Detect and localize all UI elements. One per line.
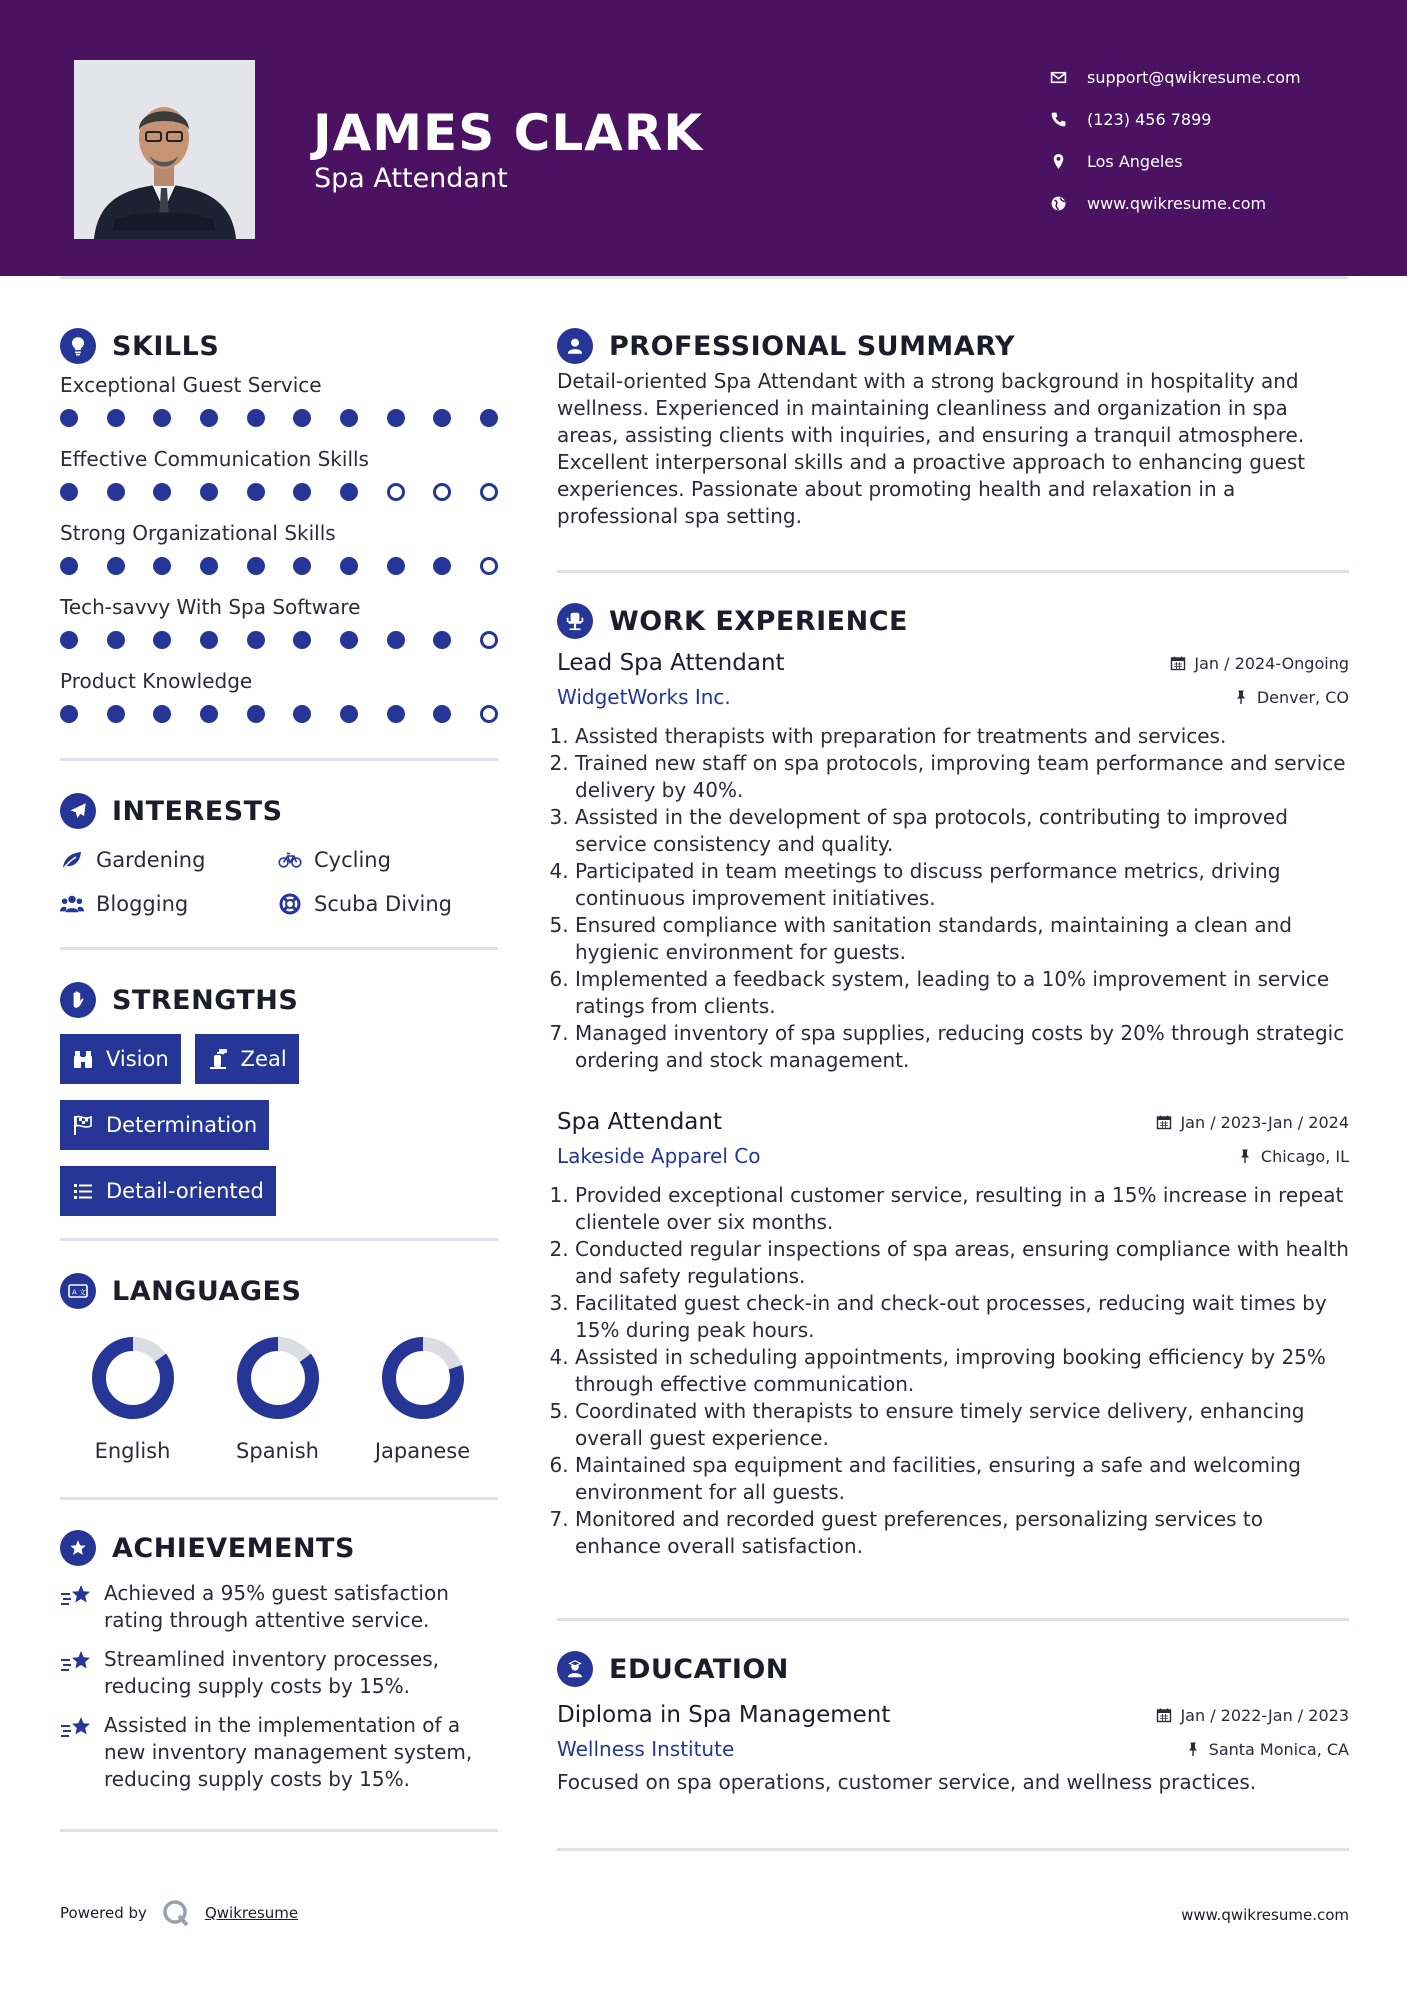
duty-item: 7. Monitored and recorded guest preferences, personalizing services to enhance overall satisfaction. <box>575 1506 1349 1560</box>
job-dates-text: Jan / 2024-Ongoing <box>1194 653 1349 673</box>
phone-icon <box>1050 111 1067 128</box>
strength-badge <box>60 1100 269 1150</box>
person-portrait-icon <box>74 60 255 239</box>
duty-item: 7. Managed inventory of spa supplies, reducing costs by 20% through strategic ordering and stock management. <box>575 1020 1349 1074</box>
qwikresume-logo-icon <box>161 1898 191 1928</box>
experience-title: WORK EXPERIENCE <box>609 605 908 637</box>
strengths-heading <box>60 978 498 1022</box>
section-divider <box>557 1848 1349 1851</box>
duty-item: 4. Participated in team meetings to discuss performance metrics, driving continuous improvement initiatives. <box>575 858 1349 912</box>
paper-plane-icon <box>60 793 96 829</box>
rating-dot-filled <box>153 409 171 427</box>
section-divider <box>60 758 498 761</box>
rating-dot-empty <box>480 631 498 649</box>
job-title: Lead Spa Attendant <box>557 650 785 676</box>
language-donut <box>235 1335 321 1421</box>
summary-text: Detail-oriented Spa Attendant with a strong background in hospitality and wellness. Experienced in maintaining cleanliness and organization in spa areas, assisting clients with inquiries, and ensuring a tranquil atmosphere. Excellent interpersonal skills and a proactive approach to enhancing guest experiences. Passionate about promoting health and relaxation in a professional spa setting. <box>557 369 1306 528</box>
rating-dot-filled <box>153 705 171 723</box>
company-name: WidgetWorks Inc. <box>557 685 731 709</box>
achievement-text: Assisted in the implementation of a new inventory management system, reducing supply costs by 15%. <box>104 1713 473 1791</box>
map-pin-icon <box>1050 153 1067 170</box>
interest-label: Blogging <box>96 892 189 916</box>
skill-rating <box>60 622 498 666</box>
duty-item: 2. Conducted regular inspections of spa areas, ensuring compliance with health and safety regulations. <box>575 1236 1349 1290</box>
interest-label: Cycling <box>314 848 391 872</box>
interests-heading <box>60 789 498 833</box>
job-location <box>1233 688 1349 707</box>
calendar-icon <box>1156 1707 1172 1723</box>
rating-dot-filled <box>60 705 78 723</box>
achievement-item <box>60 1646 498 1700</box>
rating-dot-filled <box>433 557 451 575</box>
strength-label: Detail-oriented <box>106 1179 264 1203</box>
languages-list <box>60 1335 498 1463</box>
section-divider <box>60 947 498 950</box>
flag-checkered-icon <box>72 1114 94 1136</box>
rating-dot-filled <box>247 631 265 649</box>
contact-email-text: support@qwikresume.com <box>1087 67 1301 87</box>
svg-text:A: A <box>72 1288 77 1297</box>
shooting-star-icon <box>60 1714 94 1742</box>
job-location-text: Chicago, IL <box>1260 1146 1349 1166</box>
achievements-title: ACHIEVEMENTS <box>112 1532 355 1564</box>
rating-dot-filled <box>60 409 78 427</box>
summary-heading <box>557 324 1349 368</box>
language-item <box>60 1335 205 1463</box>
rating-dot-filled <box>200 409 218 427</box>
language-name: Japanese <box>374 1439 471 1463</box>
job-location-text: Denver, CO <box>1256 687 1349 707</box>
job-location <box>1237 1147 1349 1166</box>
duty-item: 6. Maintained spa equipment and facilities, ensuring a safe and welcoming environment for all guests. <box>575 1452 1349 1506</box>
rating-dot-filled <box>247 557 265 575</box>
achievement-item <box>60 1712 498 1793</box>
languages-title: LANGUAGES <box>112 1275 302 1307</box>
company-name: Lakeside Apparel Co <box>557 1144 761 1168</box>
header-divider <box>60 276 1348 279</box>
achievement-text: Achieved a 95% guest satisfaction rating through attentive service. <box>104 1581 449 1632</box>
contact-phone[interactable] <box>1050 98 1301 140</box>
rating-dot-filled <box>107 557 125 575</box>
contact-email[interactable] <box>1050 56 1301 98</box>
section-divider <box>60 1497 498 1500</box>
language-name: English <box>94 1439 171 1463</box>
achievement-item <box>60 1580 498 1634</box>
rating-dot-filled <box>200 705 218 723</box>
shooting-star-icon <box>60 1582 94 1610</box>
languages-heading <box>60 1269 498 1313</box>
star-badge-icon <box>60 1530 96 1566</box>
education-description: Focused on spa operations, customer service, and wellness practices. <box>557 1770 1257 1794</box>
rating-dot-filled <box>107 409 125 427</box>
duty-item: 6. Implemented a feedback system, leading to a 10% improvement in service ratings from clients. <box>575 966 1349 1020</box>
skills-heading <box>60 324 498 368</box>
summary-title: PROFESSIONAL SUMMARY <box>609 330 1016 362</box>
experience-heading <box>557 599 1349 643</box>
duty-item: 1. Assisted therapists with preparation for treatments and services. <box>575 723 1349 750</box>
strengths-title: STRENGTHS <box>112 984 299 1016</box>
skill-rating <box>60 474 498 518</box>
calendar-icon <box>1170 655 1186 671</box>
footer-website[interactable]: www.qwikresume.com <box>1181 1906 1349 1924</box>
pushpin-icon <box>1237 1148 1253 1164</box>
rating-dot-filled <box>247 705 265 723</box>
rating-dot-filled <box>153 631 171 649</box>
skill-name: Tech-savvy With Spa Software <box>60 595 361 619</box>
job-dates <box>1156 1113 1349 1132</box>
interest-label: Gardening <box>96 848 206 872</box>
interest-label: Scuba Diving <box>314 892 452 916</box>
education-location <box>1185 1740 1349 1759</box>
job-entry <box>557 645 1349 1074</box>
rating-dot-filled <box>340 631 358 649</box>
duty-item: 5. Coordinated with therapists to ensure timely service delivery, enhancing overall guest experience. <box>575 1398 1349 1452</box>
job-title: Spa Attendant <box>557 1109 722 1135</box>
rating-dot-filled <box>60 557 78 575</box>
skills-title: SKILLS <box>112 330 220 362</box>
interests-list <box>60 845 498 919</box>
job-duties <box>557 723 1349 1074</box>
calendar-icon <box>1156 1114 1172 1130</box>
candidate-name: JAMES CLARK <box>313 104 704 162</box>
envelope-icon <box>1050 69 1067 86</box>
contact-location <box>1050 140 1301 182</box>
powered-by-text: Powered by <box>60 1904 147 1922</box>
education-location-text: Santa Monica, CA <box>1208 1739 1349 1759</box>
achievement-text: Streamlined inventory processes, reducing supply costs by 15%. <box>104 1647 439 1698</box>
globe-icon <box>1050 195 1067 212</box>
skill-name: Strong Organizational Skills <box>60 521 336 545</box>
education-head <box>557 1697 1349 1733</box>
rating-dot-filled <box>200 483 218 501</box>
rating-dot-filled <box>107 631 125 649</box>
job-duties <box>557 1182 1349 1560</box>
user-icon <box>557 328 593 364</box>
rating-dot-filled <box>340 557 358 575</box>
rating-dot-filled <box>293 631 311 649</box>
fire-extinguisher-icon <box>207 1048 229 1070</box>
right-column <box>557 300 1349 1851</box>
rating-dot-filled <box>433 705 451 723</box>
language-donut <box>380 1335 466 1421</box>
rating-dot-empty <box>480 483 498 501</box>
binoculars-icon <box>72 1048 94 1070</box>
interests-title: INTERESTS <box>112 795 283 827</box>
rating-dot-filled <box>433 409 451 427</box>
rating-dot-filled <box>293 409 311 427</box>
duty-item: 4. Assisted in scheduling appointments, improving booking efficiency by 25% through effective communication. <box>575 1344 1349 1398</box>
language-donut <box>90 1335 176 1421</box>
leaf-icon <box>60 849 84 871</box>
skill-rating <box>60 696 498 740</box>
strengths-list <box>60 1034 498 1216</box>
duty-item: 1. Provided exceptional customer service, resulting in a 15% increase in repeat clientele over six months. <box>575 1182 1349 1236</box>
section-divider <box>60 1238 498 1241</box>
duty-item: 3. Facilitated guest check-in and check-out processes, reducing wait times by 15% during peak hours. <box>575 1290 1349 1344</box>
footer-powered-by <box>60 1898 298 1928</box>
achievements-heading <box>60 1526 498 1570</box>
rating-dot-filled <box>340 409 358 427</box>
svg-text:文: 文 <box>79 1288 86 1297</box>
rating-dot-filled <box>480 409 498 427</box>
job-dates <box>1170 654 1349 673</box>
school-name: Wellness Institute <box>557 1737 735 1761</box>
interest-item <box>278 889 498 919</box>
language-item <box>205 1335 350 1463</box>
rating-dot-filled <box>60 483 78 501</box>
contact-list <box>1050 56 1301 224</box>
job-entry <box>557 1104 1349 1560</box>
rating-dot-filled <box>60 631 78 649</box>
strength-label: Vision <box>106 1047 169 1071</box>
job-dates-text: Jan / 2023-Jan / 2024 <box>1180 1112 1349 1132</box>
rating-dot-empty <box>480 705 498 723</box>
graduate-icon <box>557 1651 593 1687</box>
contact-website-text: www.qwikresume.com <box>1087 193 1267 213</box>
rating-dot-filled <box>387 557 405 575</box>
brand-link[interactable]: Qwikresume <box>204 1904 299 1922</box>
skill-rating <box>60 548 498 592</box>
skill-rating <box>60 400 498 444</box>
rating-dot-empty <box>387 483 405 501</box>
language-name: Spanish <box>236 1439 319 1463</box>
rating-dot-filled <box>153 557 171 575</box>
interest-item <box>60 845 278 875</box>
rating-dot-filled <box>107 483 125 501</box>
rating-dot-filled <box>107 705 125 723</box>
users-icon <box>60 893 84 915</box>
rating-dot-filled <box>293 705 311 723</box>
section-divider <box>557 1618 1349 1621</box>
bicycle-icon <box>278 849 302 871</box>
duty-item: 5. Ensured compliance with sanitation standards, maintaining a clean and hygienic environment for guests. <box>575 912 1349 966</box>
left-column <box>60 300 498 1832</box>
candidate-title: Spa Attendant <box>314 163 508 194</box>
skill-name: Effective Communication Skills <box>60 447 369 471</box>
list-icon <box>72 1180 94 1202</box>
jobs-list <box>557 645 1349 1560</box>
section-divider <box>60 1829 498 1832</box>
strength-badge <box>195 1034 299 1084</box>
profile-photo <box>74 60 255 239</box>
strength-label: Zeal <box>240 1047 287 1071</box>
education-dates <box>1156 1706 1349 1725</box>
contact-location-text: Los Angeles <box>1087 151 1183 171</box>
contact-phone-text: (123) 456 7899 <box>1087 109 1212 129</box>
skills-list <box>60 370 498 740</box>
rating-dot-empty <box>480 557 498 575</box>
strength-badge <box>60 1034 181 1084</box>
life-ring-icon <box>278 893 302 915</box>
achievements-list <box>60 1580 498 1793</box>
duty-item: 2. Trained new staff on spa protocols, improving team performance and service delivery by 40%. <box>575 750 1349 804</box>
duty-item: 3. Assisted in the development of spa protocols, contributing to improved service consistency and quality. <box>575 804 1349 858</box>
hand-icon <box>60 982 96 1018</box>
language-item <box>350 1335 495 1463</box>
rating-dot-filled <box>153 483 171 501</box>
language-icon <box>60 1273 96 1309</box>
rating-dot-filled <box>200 631 218 649</box>
education-sub <box>557 1733 1349 1765</box>
strength-badge <box>60 1166 276 1216</box>
rating-dot-filled <box>433 631 451 649</box>
rating-dot-filled <box>247 409 265 427</box>
contact-website[interactable] <box>1050 182 1301 224</box>
rating-dot-filled <box>387 631 405 649</box>
interest-item <box>278 845 498 875</box>
skill-name: Exceptional Guest Service <box>60 373 322 397</box>
resume-header <box>0 0 1407 276</box>
section-divider <box>557 570 1349 573</box>
lightbulb-icon <box>60 328 96 364</box>
pushpin-icon <box>1185 1741 1201 1757</box>
rating-dot-filled <box>387 705 405 723</box>
interest-item <box>60 889 278 919</box>
rating-dot-filled <box>340 483 358 501</box>
pushpin-icon <box>1233 689 1249 705</box>
rating-dot-filled <box>340 705 358 723</box>
education-heading <box>557 1647 1349 1691</box>
shooting-star-icon <box>60 1648 94 1676</box>
office-chair-icon <box>557 603 593 639</box>
rating-dot-filled <box>200 557 218 575</box>
education-dates-text: Jan / 2022-Jan / 2023 <box>1180 1705 1349 1725</box>
education-title: EDUCATION <box>609 1653 789 1685</box>
rating-dot-filled <box>387 409 405 427</box>
strength-label: Determination <box>106 1113 258 1137</box>
rating-dot-empty <box>433 483 451 501</box>
rating-dot-filled <box>293 557 311 575</box>
skill-name: Product Knowledge <box>60 669 253 693</box>
degree-title: Diploma in Spa Management <box>557 1702 891 1728</box>
rating-dot-filled <box>293 483 311 501</box>
rating-dot-filled <box>247 483 265 501</box>
